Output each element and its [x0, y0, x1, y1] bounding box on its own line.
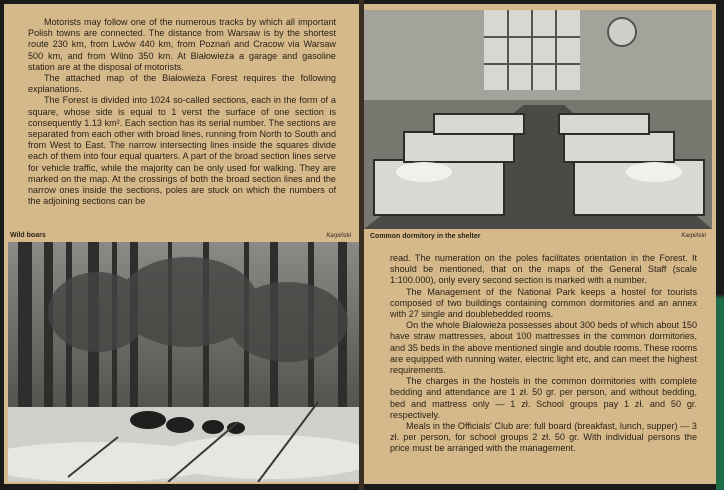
paragraph: Meals in the Officials' Club are: full board (breakfast, lunch, supper) — 3 zł. per person, for school groups 2 zł. 50 gr. With individual persons the price must be arranged with the management.: [390, 421, 697, 454]
left-page-text: [28, 17, 336, 207]
paragraph: The charges in the hostels in the common dormitories with complete bedding and attendance are 1 zł. 50 gr. per person, and without bedding, bed and mattress only — 1 zł. School groups pay 1 zł. and 50 gr. respectively.: [390, 376, 697, 420]
right-page: [364, 4, 716, 484]
photo-caption: Wild boars: [10, 232, 46, 239]
photo-credit: Karpiński: [326, 233, 351, 239]
paragraph: read. The numeration on the poles facilitates orientation in the Forest. It should be mentioned, that on the maps of the General Staff (scale 1:100.000), only every second section is marked with a number.: [390, 253, 697, 286]
dormitory-photo: [364, 10, 712, 229]
photo-caption: Common dormitory in the shelter: [370, 233, 481, 240]
right-page-text: [390, 253, 697, 455]
paragraph: The attached map of the Białowieża Forest requires the following explanations.: [28, 73, 336, 95]
paragraph: On the whole Białowieża possesses about 300 beds of which about 150 have straw mattresses, about 100 mattresses in the common dormitories, and 35 beds in the above mentioned single and double rooms. These rooms are equipped with running water, electric light etc, and can meet the highest requirements.: [390, 320, 697, 376]
background-edge: [716, 0, 724, 490]
wild-boars-photo: [8, 242, 359, 482]
paragraph: The Forest is divided into 1024 so-called sections, each in the form of a square, whose side is equal to 1 verst the surface of one section is consequently 1.13 km². Each section has its serial number. The sections are separated from each other with broad lines, running from North to South and from West to East. The narrow intersecting lines inside the squares divide each of them into four equal quarters. A part of the broad section lines serve for vehicle traffic, while the majority can be only used for walking. They are marked on the map. At the crossings of both the broad section lines and the narrow ones inside the sections, poles are stuck on which the numbers of the adjoining sections can be: [28, 95, 336, 207]
paragraph: The Management of the National Park keeps a hostel for tourists composed of two buildings containing common dormitories and an annex with 27 single and doublebedded rooms.: [390, 286, 697, 320]
paragraph: Motorists may follow one of the numerous tracks by which all important Polish towns are connected. The distance from Warsaw is by the shortest route 230 km, from Lwów 440 km, from Poznań and Cracow via Warsaw 500 km, and from Wilno 350 km. At Białowieża a garage and gasoline station are at the disposal of motorists.: [28, 17, 336, 72]
photo-credit: Karpiński: [681, 233, 706, 239]
left-page: [4, 4, 359, 484]
